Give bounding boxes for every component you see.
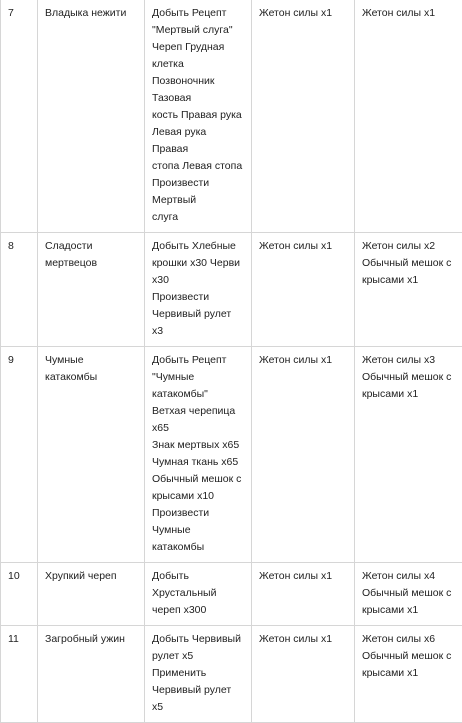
quest-task-line: стопа Левая стопа [152, 158, 245, 175]
quest-task-line: Произвести Чумные [152, 505, 245, 539]
quest-task-line: череп x300 [152, 602, 245, 619]
quest-name: Чумные катакомбы [45, 352, 138, 386]
quest-task-cell [145, 0, 252, 233]
table-row [1, 626, 462, 723]
table-row [1, 0, 462, 233]
quest-number-cell [1, 233, 38, 347]
quest-bonus-reward-line: Жетон силы x1 [362, 5, 462, 22]
quest-number-cell [1, 0, 38, 233]
quest-bonus-reward-cell [355, 0, 462, 233]
table-row [1, 563, 462, 626]
table-row [1, 233, 462, 347]
quest-task-line: Знак мертвых x65 [152, 437, 245, 454]
quest-task-line: Позвоночник Тазовая [152, 73, 245, 107]
quest-task-line: кость Правая рука [152, 107, 245, 124]
quest-task-line: Обычный мешок с [152, 471, 245, 488]
quest-number: 9 [8, 352, 31, 369]
quest-task-line: Добыть Рецепт [152, 5, 245, 22]
quest-bonus-reward-cell [355, 347, 462, 563]
quest-name: Сладости мертвецов [45, 238, 138, 272]
quest-name-cell [38, 233, 145, 347]
quest-reward-line: Жетон силы x1 [259, 5, 348, 22]
quest-bonus-reward-line: крысами x1 [362, 272, 462, 289]
quest-task-line: слуга [152, 209, 245, 226]
quest-task-line: катакомбы [152, 539, 245, 556]
quest-reward-cell [252, 563, 355, 626]
quest-bonus-reward-line: Жетон силы x2 [362, 238, 462, 255]
quest-task-line: "Мертвый слуга" [152, 22, 245, 39]
table-row [1, 347, 462, 563]
quest-bonus-reward-line: Обычный мешок с [362, 255, 462, 272]
quest-task-line: Произвести Мертвый [152, 175, 245, 209]
quest-task-line: Червивый рулет x5 [152, 682, 245, 716]
quest-name-cell [38, 347, 145, 563]
quest-task-line: Добыть Хлебные [152, 238, 245, 255]
quest-task-cell [145, 626, 252, 723]
quest-reward-cell [252, 0, 355, 233]
quest-task-line: Левая рука Правая [152, 124, 245, 158]
quest-task-line: Добыть Рецепт [152, 352, 245, 369]
quest-number: 7 [8, 5, 31, 22]
quest-task-line: Добыть Червивый [152, 631, 245, 648]
quest-name-cell [38, 626, 145, 723]
quest-reward-line: Жетон силы x1 [259, 238, 348, 255]
quest-name: Владыка нежити [45, 5, 138, 22]
quest-task-cell [145, 347, 252, 563]
quest-task-line: "Чумные катакомбы" [152, 369, 245, 403]
quest-reward-cell [252, 626, 355, 723]
quest-bonus-reward-cell [355, 233, 462, 347]
quest-task-line: Добыть Хрустальный [152, 568, 245, 602]
quest-bonus-reward-line: Жетон силы x4 [362, 568, 462, 585]
quest-reward-line: Жетон силы x1 [259, 631, 348, 648]
quest-bonus-reward-line: крысами x1 [362, 602, 462, 619]
quest-name-cell [38, 0, 145, 233]
quest-reward-line: Жетон силы x1 [259, 352, 348, 369]
quest-task-line: Чумная ткань x65 [152, 454, 245, 471]
quest-bonus-reward-line: Обычный мешок с [362, 585, 462, 602]
quest-task-line: Череп Грудная клетка [152, 39, 245, 73]
quest-table-body [1, 0, 462, 723]
quest-number: 10 [8, 568, 31, 585]
quest-task-line: Ветхая черепица x65 [152, 403, 245, 437]
quest-task-line: крысами x10 [152, 488, 245, 505]
quest-bonus-reward-line: Жетон силы x3 [362, 352, 462, 369]
quest-name: Хрупкий череп [45, 568, 138, 585]
quest-name-cell [38, 563, 145, 626]
quest-task-line: крошки x30 Черви x30 [152, 255, 245, 289]
quest-bonus-reward-cell [355, 563, 462, 626]
quest-bonus-reward-line: крысами x1 [362, 665, 462, 682]
quest-number-cell [1, 563, 38, 626]
quest-task-line: Произвести [152, 289, 245, 306]
quest-number: 8 [8, 238, 31, 255]
quest-number-cell [1, 347, 38, 563]
quest-reward-cell [252, 233, 355, 347]
quest-bonus-reward-line: Жетон силы x6 [362, 631, 462, 648]
quest-number: 11 [8, 631, 31, 648]
quest-bonus-reward-cell [355, 626, 462, 723]
quest-bonus-reward-line: крысами x1 [362, 386, 462, 403]
quest-task-line: рулет x5 Применить [152, 648, 245, 682]
quest-task-line: Червивый рулет x3 [152, 306, 245, 340]
quest-task-cell [145, 233, 252, 347]
quest-reward-line: Жетон силы x1 [259, 568, 348, 585]
quest-bonus-reward-line: Обычный мешок с [362, 369, 462, 386]
quest-number-cell [1, 626, 38, 723]
quest-task-cell [145, 563, 252, 626]
quest-reward-cell [252, 347, 355, 563]
quest-bonus-reward-line: Обычный мешок с [362, 648, 462, 665]
quest-name: Загробный ужин [45, 631, 138, 648]
